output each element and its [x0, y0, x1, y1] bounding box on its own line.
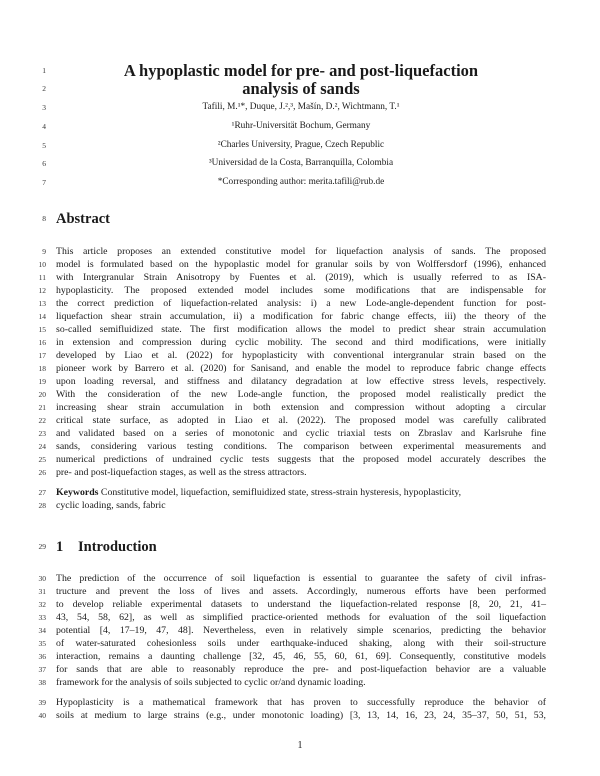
- line-number: 7: [42, 178, 46, 187]
- line-number: 9: [42, 247, 46, 256]
- intro-line: [0, 676, 600, 689]
- intro-text: framework for the analysis of soils subjected to cyclic or/and dynamic loading.: [56, 677, 366, 688]
- keywords-text: cyclic loading, sands, fabric: [56, 500, 166, 511]
- line-number: 16: [38, 338, 46, 347]
- line-number: 19: [38, 377, 46, 386]
- abstract-line: [0, 349, 600, 362]
- line-number: 29: [38, 542, 46, 551]
- title-line-1: [0, 62, 600, 80]
- section-number: 1: [56, 539, 64, 555]
- keywords-line: [0, 499, 600, 512]
- intro-line: [0, 709, 600, 722]
- abstract-line: [0, 453, 600, 466]
- keywords-line: [0, 486, 600, 499]
- abstract-text: critical state surface, as adopted in Liao et al. (2022). The proposed model was carefully calibrated: [56, 415, 546, 426]
- abstract-text: pre- and post-liquefaction stages, as well as the stress attractors.: [56, 467, 307, 478]
- line-number: 33: [38, 613, 46, 622]
- intro-text: potential [4, 17–19, 47, 48]. Nevertheless, even in relatively simple scenarios, predicting the behavior: [56, 625, 546, 636]
- line-number: 13: [38, 299, 46, 308]
- section-heading: [56, 539, 546, 555]
- line-number: 17: [38, 351, 46, 360]
- line-number: 27: [38, 488, 46, 497]
- authors: Tafili, M.¹*, Duque, J.²,³, Mašín, D.², Wichtmann, T.¹: [202, 102, 400, 112]
- abstract-text: This article proposes an extended constitutive model for liquefaction analysis of sands. The proposed: [56, 246, 546, 257]
- intro-text: Hypoplasticity is a mathematical framework that has proven to successfully reproduce the behavior of: [56, 697, 546, 708]
- page-number: 1: [297, 740, 303, 751]
- line-number: 3: [42, 103, 46, 112]
- abstract-line: [0, 362, 600, 375]
- abstract-text: With the consideration of the new Lode-angle function, the proposed model realistically predict the: [56, 389, 546, 400]
- intro-text: tructure and prevent the loss of lives and assets. Accordingly, numerous efforts have been performed: [56, 586, 546, 597]
- abstract-line: [0, 414, 600, 427]
- intro-line: [0, 650, 600, 663]
- abstract-text: sands, considering various testing conditions. The comparison between experimental measurements and: [56, 441, 546, 452]
- abstract-line: [0, 427, 600, 440]
- paper-title: analysis of sands: [242, 79, 360, 98]
- affiliation: ³Universidad de la Costa, Barranquilla, Colombia: [208, 158, 394, 168]
- intro-line: [0, 585, 600, 598]
- line-number: 35: [38, 639, 46, 648]
- abstract-text: upon loading reversal, and stiffness and dilatancy degradation at low effective stress levels, respectively.: [56, 376, 546, 387]
- abstract-text: model is formulated based on the hypoplastic model for granular soils by von Wolffersdorf (1996), enhanced: [56, 259, 546, 270]
- abstract-line: [0, 284, 600, 297]
- abstract-line: [0, 310, 600, 323]
- abstract-text: hypoplasticity. The proposed extended model includes some modifications that are indispensable for: [56, 285, 546, 296]
- authors-line: [0, 101, 600, 114]
- line-number: 12: [38, 286, 46, 295]
- affiliation-line-1: [0, 120, 600, 133]
- affiliation: ¹Ruhr-Universität Bochum, Germany: [231, 121, 371, 131]
- line-number: 10: [38, 260, 46, 269]
- abstract-text: so-called semifluidized state. The first modification allows the model to predict shear strain accumulation: [56, 324, 546, 335]
- line-number: 11: [38, 273, 46, 282]
- abstract-line: [0, 258, 600, 271]
- abstract-line: [0, 245, 600, 258]
- line-number: 24: [38, 442, 46, 451]
- intro-text: 43, 54, 58, 62], as well as simplified practice-oriented methods for evaluation of the soil liquefaction: [56, 612, 546, 623]
- abstract-text: developed by Liao et al. (2022) for hypoplasticity with conventional intergranular strain based on the: [56, 350, 546, 361]
- line-number: 23: [38, 429, 46, 438]
- line-number: 26: [38, 468, 46, 477]
- keywords-label: Keywords: [56, 487, 99, 498]
- abstract-text: the correct prediction of liquefaction-related analysis: i) a new Lode-angle-dependent function for post-: [56, 298, 546, 309]
- title-line-2: [0, 80, 600, 98]
- abstract-line: [0, 375, 600, 388]
- line-number: 34: [38, 626, 46, 635]
- section-heading-line: [0, 539, 600, 555]
- section-title: Introduction: [78, 539, 157, 555]
- abstract-heading-line: [0, 211, 600, 227]
- intro-line: [0, 663, 600, 676]
- abstract-text: and validated based on a series of monotonic and cyclic triaxial tests on Zbraslav and Karlsruhe fine: [56, 428, 546, 439]
- abstract-line: [0, 297, 600, 310]
- line-number: 20: [38, 390, 46, 399]
- line-number: 22: [38, 416, 46, 425]
- line-number: 36: [38, 652, 46, 661]
- abstract-line: [0, 440, 600, 453]
- line-number: 39: [38, 698, 46, 707]
- line-number: 30: [38, 574, 46, 583]
- intro-line: [0, 611, 600, 624]
- intro-text: to develop reliable experimental datasets to understand the liquefaction-related response [8, 20, 21, 41–: [56, 599, 546, 610]
- corresponding-author: *Corresponding author: merita.tafili@rub.de: [217, 177, 385, 187]
- abstract-line: [0, 323, 600, 336]
- abstract-line: [0, 271, 600, 284]
- keywords: [56, 486, 546, 499]
- line-number: 8: [42, 214, 46, 223]
- abstract-heading: Abstract: [56, 211, 110, 227]
- intro-line: [0, 572, 600, 585]
- abstract-text: in extension and compression during cyclic mobility. The second and third modifications, were initially: [56, 337, 546, 348]
- keywords-text: Constitutive model, liquefaction, semifluidized state, stress-strain hysteresis, hypoplasticity,: [100, 487, 462, 498]
- intro-text: The prediction of the occurrence of soil liquefaction is essential to guarantee the safety of civil infras-: [56, 573, 546, 584]
- corresponding-author-line: [0, 176, 600, 189]
- line-number: 1: [42, 66, 46, 75]
- line-number: 28: [38, 501, 46, 510]
- line-number: 5: [42, 141, 46, 150]
- intro-text: interaction, remains a daunting challenge [32, 45, 46, 55, 60, 61, 69]. Consequently, constitutive models: [56, 651, 546, 662]
- line-number: 37: [38, 665, 46, 674]
- line-number: 31: [38, 587, 46, 596]
- abstract-text: liquefaction shear strain accumulation, ii) a modification for fabric change effects, iii) the theory of the: [56, 311, 546, 322]
- intro-line: [0, 624, 600, 637]
- abstract-text: pioneer work by Barrero et al. (2020) for Sanisand, and enable the model to reproduce fabric change effects: [56, 363, 546, 374]
- abstract-line: [0, 401, 600, 414]
- abstract-text: with Intergranular Strain Anisotropy by Fuentes et al. (2019), which is usually referred to as ISA-: [56, 272, 546, 283]
- abstract-line: [0, 466, 600, 479]
- abstract-line: [0, 336, 600, 349]
- abstract-line: [0, 388, 600, 401]
- intro-text: soils at medium to large strains (e.g., under monotonic loading) [3, 13, 14, 16, 23, 24, 35–37, 50, 51, 53,: [56, 710, 546, 721]
- intro-line: [0, 637, 600, 650]
- line-number: 32: [38, 600, 46, 609]
- abstract-text: numerical predictions of undrained cyclic tests suggests that the proposed model accurately describes the: [56, 454, 546, 465]
- intro-text: of water-saturated cohesionless soils under earthquake-induced shaking, along with their soil-structure: [56, 638, 546, 649]
- abstract-text: increasing shear strain accumulation in both extension and compression without adopting a circular: [56, 402, 546, 413]
- affiliation-line-2: [0, 139, 600, 152]
- line-number: 38: [38, 678, 46, 687]
- line-number: 4: [42, 122, 46, 131]
- line-number: 15: [38, 325, 46, 334]
- intro-line: [0, 696, 600, 709]
- line-number: 25: [38, 455, 46, 464]
- intro-text: for sands that are able to reasonably reproduce the pre- and post-liquefaction behavior are a valuable: [56, 664, 546, 675]
- line-number: 21: [38, 403, 46, 412]
- line-number: 2: [42, 84, 46, 93]
- line-number: 6: [42, 159, 46, 168]
- paper-title: A hypoplastic model for pre- and post-liquefaction: [123, 61, 479, 80]
- line-number: 18: [38, 364, 46, 373]
- line-number: 14: [38, 312, 46, 321]
- affiliation-line-3: [0, 157, 600, 170]
- line-number: 40: [38, 711, 46, 720]
- affiliation: ²Charles University, Prague, Czech Republic: [217, 140, 385, 150]
- intro-line: [0, 598, 600, 611]
